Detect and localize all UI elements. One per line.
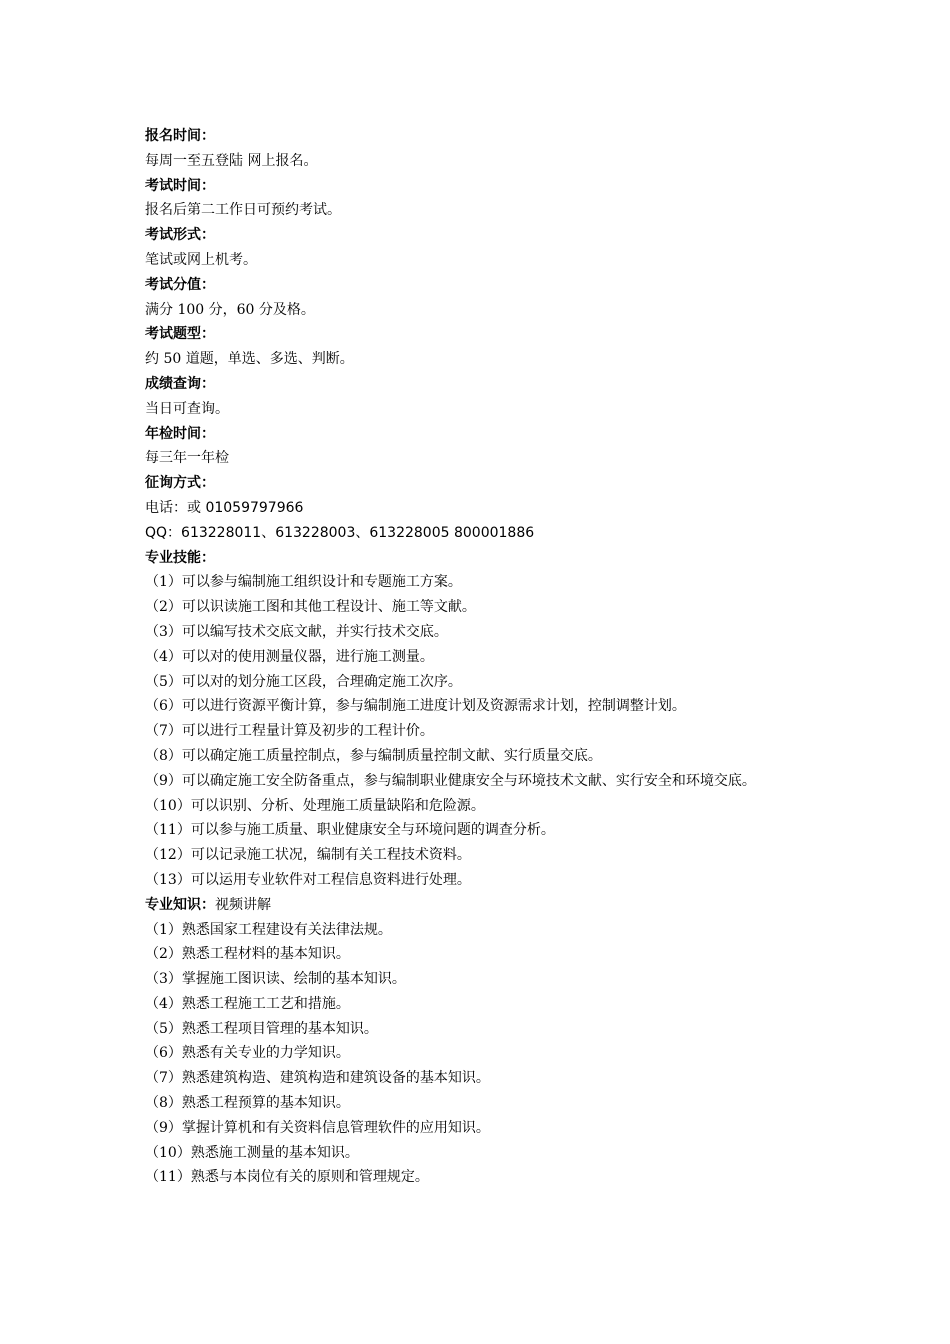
exam-time-text: 报名后第二工作日可预约考试。 [145,202,341,219]
question-types-heading: 考试题型： [145,326,215,343]
exam-time-heading: 考试时间： [145,177,215,194]
list-item: （1）可以参与编制施工组织设计和专题施工方案。 [145,574,462,591]
list-item: （2）可以识读施工图和其他工程设计、施工等文献。 [145,599,476,616]
list-item: （11）可以参与施工质量、职业健康安全与环境问题的调查分析。 [145,822,555,839]
document-page [145,124,825,1190]
registration-time-text: 每周一至五登陆 网上报名。 [145,152,318,169]
contact-phone: 电话：或 01059797966 [145,499,304,516]
list-item: （1）熟悉国家工程建设有关法律法规。 [145,921,392,938]
list-item: （7）可以进行工程量计算及初步的工程计价。 [145,723,434,740]
list-item: （3）掌握施工图识读、绘制的基本知识。 [145,971,406,988]
list-item: （9）掌握计算机和有关资料信息管理软件的应用知识。 [145,1119,490,1136]
list-item: （2）熟悉工程材料的基本知识。 [145,946,350,963]
list-item: （5）熟悉工程项目管理的基本知识。 [145,1020,378,1037]
list-item: （11）熟悉与本岗位有关的原则和管理规定。 [145,1169,429,1186]
list-item: （10）熟悉施工测量的基本知识。 [145,1144,359,1161]
list-item: （4）熟悉工程施工工艺和措施。 [145,995,350,1012]
list-item: （4）可以对的使用测量仪器，进行施工测量。 [145,648,434,665]
list-item: （13）可以运用专业软件对工程信息资料进行处理。 [145,871,471,888]
annual-check-text: 每三年一年检 [145,450,229,467]
list-item: （10）可以识别、分析、处理施工质量缺陷和危险源。 [145,797,485,814]
list-item: （8）可以确定施工质量控制点，参与编制质量控制文献、实行质量交底。 [145,747,602,764]
exam-score-heading: 考试分值： [145,276,215,293]
skills-list [145,570,825,892]
list-item: （6）熟悉有关专业的力学知识。 [145,1045,350,1062]
list-item: （7）熟悉建筑构造、建筑构造和建筑设备的基本知识。 [145,1070,490,1087]
exam-score-text: 满分 100 分，60 分及格。 [145,301,315,318]
exam-format-text: 笔试或网上机考。 [145,251,257,268]
list-item: （5）可以对的划分施工区段，合理确定施工次序。 [145,673,462,690]
list-item: （9）可以确定施工安全防备重点，参与编制职业健康安全与环境技术文献、实行安全和环境交底。 [145,772,756,789]
contact-heading: 征询方式： [145,475,215,492]
exam-format-heading: 考试形式： [145,227,215,244]
registration-time-heading: 报名时间： [145,128,215,144]
knowledge-heading: 专业知识： [145,896,215,913]
list-item: （12）可以记录施工状况，编制有关工程技术资料。 [145,847,471,864]
score-query-heading: 成绩查询： [145,375,215,392]
knowledge-heading-row [145,893,825,918]
skills-heading: 专业技能： [145,549,215,566]
annual-check-heading: 年检时间： [145,425,215,442]
question-types-text: 约 50 道题，单选、多选、判断。 [145,351,354,368]
knowledge-list [145,918,825,1191]
score-query-text: 当日可查询。 [145,400,229,417]
list-item: （8）熟悉工程预算的基本知识。 [145,1095,350,1112]
list-item: （6）可以进行资源平衡计算，参与编制施工进度计划及资源需求计划，控制调整计划。 [145,698,686,715]
contact-qq: QQ：613228011、613228003、613228005 800001886 [145,524,535,541]
list-item: （3）可以编写技术交底文献，并实行技术交底。 [145,623,448,640]
knowledge-video-label: 视频讲解 [215,896,271,913]
